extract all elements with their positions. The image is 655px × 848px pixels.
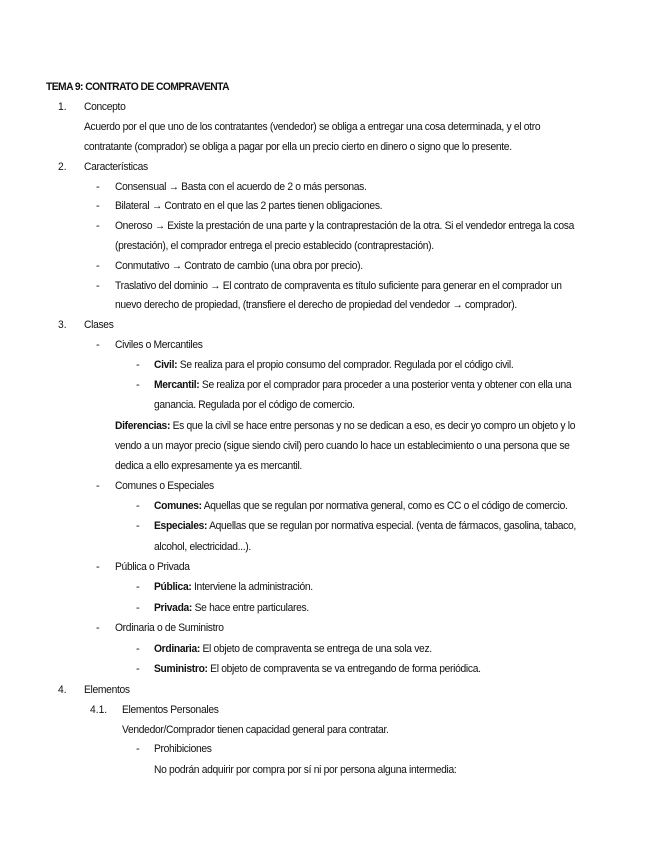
prohibiciones-text: No podrán adquirir por compra por sí ni por persona alguna intermedia: [154, 764, 457, 776]
section-number: 1. [58, 101, 67, 113]
section-heading-caracteristicas: Características [84, 161, 148, 173]
bullet-dash: - [96, 280, 100, 292]
bullet-dash: - [96, 181, 100, 193]
list-item: Consensual → Basta con el acuerdo de 2 o más personas. [115, 181, 367, 193]
subheading-ordinaria: Ordinaria o de Suministro [115, 622, 224, 634]
bullet-dash: - [136, 663, 140, 675]
list-item [154, 580, 313, 594]
bullet-dash: - [96, 339, 100, 351]
definition: Es que la civil se hace entre personas y no se dedican a eso, es decir yo compro un objeto y lo [170, 420, 576, 432]
term-comunes: Comunes: [154, 500, 202, 512]
list-item [154, 378, 571, 392]
definition: El objeto de compraventa se entrega de una sola vez. [199, 643, 432, 655]
term-diferencias: Diferencias: [115, 420, 171, 432]
section-number: 3. [58, 319, 67, 331]
bullet-dash: - [136, 602, 140, 614]
term-suministro: Suministro: [154, 663, 208, 675]
section-number: 4. [58, 684, 67, 696]
list-item [154, 519, 576, 533]
concepto-text: Acuerdo por el que uno de los contratantes (vendedor) se obliga a entregar una cosa determinada, y el otro [84, 121, 541, 133]
term-mercantil: Mercantil: [154, 379, 200, 391]
definition: Aquellas que se regulan por normativa especial. (venta de fármacos, gasolina, tabaco, [207, 520, 576, 532]
definition: Se realiza para el propio consumo del comprador. Regulada por el código civil. [177, 359, 514, 371]
bullet-dash: - [136, 743, 140, 755]
subsection-heading: Elementos Personales [122, 704, 219, 716]
definition: alcohol, electricidad...). [154, 541, 251, 553]
section-heading-concepto: Concepto [84, 101, 126, 113]
bullet-dash: - [96, 561, 100, 573]
bullet-dash: - [96, 260, 100, 272]
bullet-dash: - [136, 520, 140, 532]
definition: vendo a un mayor precio (sigue siendo civil) pero cuando lo hace un establecimiento o una persona que se [115, 440, 570, 452]
subheading-prohibiciones: Prohibiciones [154, 743, 212, 755]
bullet-dash: - [96, 480, 100, 492]
bullet-dash: - [136, 581, 140, 593]
list-item: (prestación), el comprador entrega el precio establecido (contraprestación). [115, 240, 434, 252]
subheading-publica: Pública o Privada [115, 561, 190, 573]
term-publica: Pública: [154, 581, 192, 593]
term-ordinaria: Ordinaria: [154, 643, 200, 655]
bullet-dash: - [96, 220, 100, 232]
bullet-dash: - [136, 359, 140, 371]
section-heading-clases: Clases [84, 319, 114, 331]
list-item [154, 601, 309, 615]
bullet-dash: - [136, 500, 140, 512]
definition: Interviene la administración. [191, 581, 313, 593]
list-item: Oneroso → Existe la prestación de una parte y la contraprestación de la otra. Si el vendedor entrega la cosa [115, 220, 574, 232]
concepto-text: contratante (comprador) se obliga a pagar por ella un precio cierto en dinero o signo que lo presente. [84, 141, 512, 153]
definition: dedica a ello expresamente ya es mercantil. [115, 460, 302, 472]
subsection-number: 4.1. [90, 704, 108, 716]
list-item: nuevo derecho de propiedad, (transfiere el derecho de propiedad del vendedor → comprador). [115, 299, 517, 311]
subheading-civiles: Civiles o Mercantiles [115, 339, 203, 351]
list-item [154, 642, 432, 656]
list-item [154, 662, 481, 676]
list-item [154, 358, 513, 372]
bullet-dash: - [96, 200, 100, 212]
definition: Se hace entre particulares. [192, 602, 309, 614]
diferencias-paragraph [115, 419, 575, 433]
bullet-dash: - [136, 379, 140, 391]
list-item: Bilateral → Contrato en el que las 2 partes tienen obligaciones. [115, 200, 383, 212]
term-civil: Civil: [154, 359, 178, 371]
bullet-dash: - [136, 643, 140, 655]
section-number: 2. [58, 161, 67, 173]
term-especiales: Especiales: [154, 520, 208, 532]
definition: ganancia. Regulada por el código de comercio. [154, 399, 355, 411]
list-item [154, 499, 568, 513]
document-title: TEMA 9: CONTRATO DE COMPRAVENTA [46, 81, 230, 93]
term-privada: Privada: [154, 602, 193, 614]
definition: Se realiza por el comprador para proceder a una posterior venta y obtener con ella una [199, 379, 572, 391]
list-item: Conmutativo → Contrato de cambio (una obra por precio). [115, 260, 363, 272]
definition: El objeto de compraventa se va entregando de forma periódica. [207, 663, 481, 675]
bullet-dash: - [96, 622, 100, 634]
section-heading-elementos: Elementos [84, 684, 130, 696]
list-item: Traslativo del dominio → El contrato de compraventa es título suficiente para generar en el comprador un [115, 280, 562, 292]
definition: Aquellas que se regulan por normativa general, como es CC o el código de comercio. [201, 500, 568, 512]
subsection-text: Vendedor/Comprador tienen capacidad general para contratar. [122, 724, 389, 736]
subheading-comunes: Comunes o Especiales [115, 480, 214, 492]
